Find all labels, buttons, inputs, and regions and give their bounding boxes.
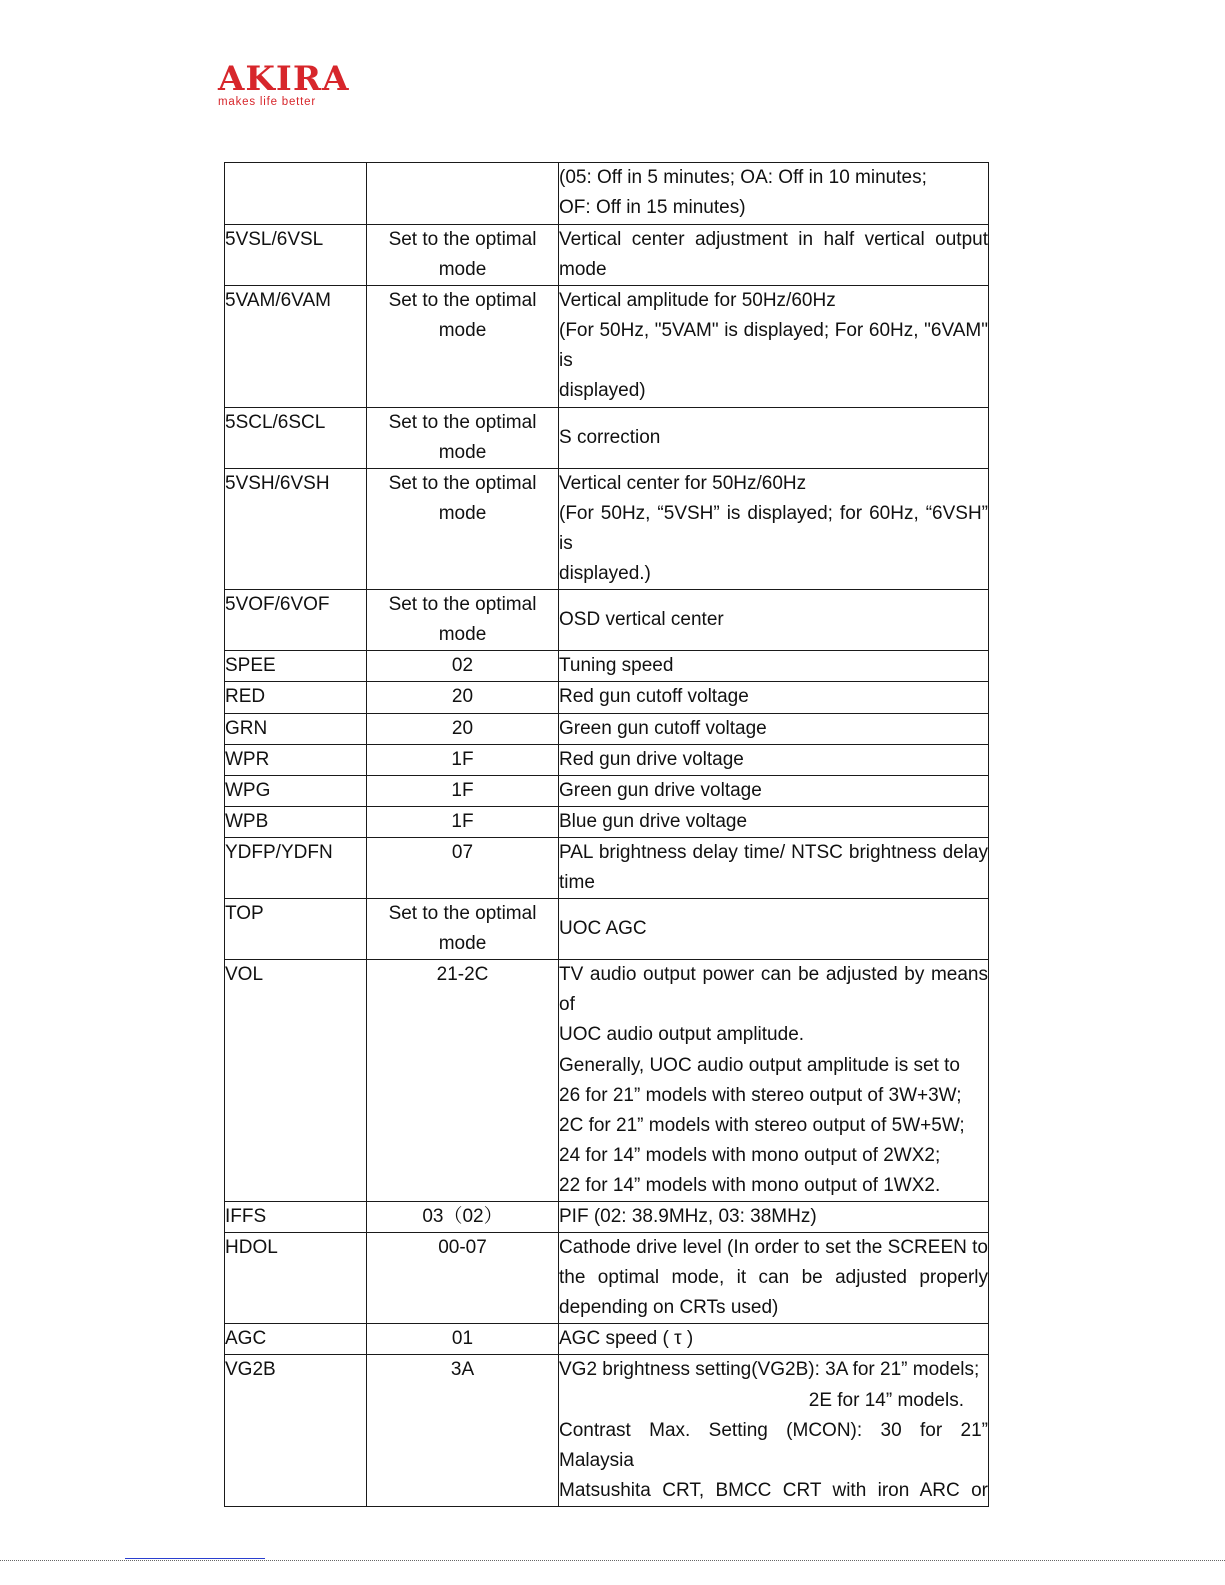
param-value: Set to the optimal mode [367,225,559,286]
param-value: Set to the optimal mode [367,899,559,960]
param-value: 3A [367,1355,559,1506]
logo-tagline: makes life better [218,96,316,108]
table-row [225,960,989,1202]
param-description: UOC AGC [559,899,989,960]
param-value: 20 [367,713,559,744]
table-row [225,651,989,682]
param-description: AGC speed ( τ ) [559,1324,989,1355]
logo-name: AKIRA [218,59,350,99]
param-name: TOP [225,899,367,960]
param-description: Vertical center adjustment in half vertical output mode [559,225,989,286]
param-description: Green gun cutoff voltage [559,713,989,744]
param-value: 03（02） [367,1202,559,1233]
table-row [225,806,989,837]
param-description: TV audio output power can be adjusted by means of UOC audio output amplitude. Generally, UOC audio output amplitude is set to 26 for 21” models with stereo output of 3W+3W; 2C for 21” models with stereo output of 5W+5W; 24 for 14” models with mono output of 2WX2; 22 for 14” models with mono output of 1WX2. [559,960,989,1202]
table-row [225,407,989,468]
param-description: Vertical amplitude for 50Hz/60Hz (For 50Hz, "5VAM" is displayed; For 60Hz, "6VAM" is displayed) [559,286,989,407]
param-name: 5VSL/6VSL [225,225,367,286]
param-name: VG2B [225,1355,367,1506]
param-description: Red gun drive voltage [559,744,989,775]
table-row [225,286,989,407]
param-value: 1F [367,744,559,775]
param-name: WPR [225,744,367,775]
param-value: 07 [367,837,559,898]
param-value: 1F [367,806,559,837]
param-name: SPEE [225,651,367,682]
table-row [225,225,989,286]
table-row [225,775,989,806]
footer-link-underline [125,1558,265,1559]
param-value: Set to the optimal mode [367,468,559,589]
table-row [225,744,989,775]
param-name: 5VOF/6VOF [225,590,367,651]
param-description: Cathode drive level (In order to set the SCREEN to the optimal mode, it can be adjusted properly depending on CRTs used) [559,1233,989,1324]
param-name: AGC [225,1324,367,1355]
table-row [225,1324,989,1355]
param-description: OSD vertical center [559,590,989,651]
param-name: WPB [225,806,367,837]
param-description: (05: Off in 5 minutes; OA: Off in 10 minutes; OF: Off in 15 minutes) [559,163,989,225]
param-description: Red gun cutoff voltage [559,682,989,713]
footer-dotted-rule [0,1560,1225,1561]
table-row [225,163,989,225]
param-description: Vertical center for 50Hz/60Hz (For 50Hz, “5VSH” is displayed; for 60Hz, “6VSH” is displayed.) [559,468,989,589]
param-description: Blue gun drive voltage [559,806,989,837]
table-row [225,713,989,744]
param-value: 02 [367,651,559,682]
param-name: VOL [225,960,367,1202]
param-description: PAL brightness delay time/ NTSC brightness delay time [559,837,989,898]
table-row [225,899,989,960]
param-description: VG2 brightness setting(VG2B): 3A for 21” models; 2E for 14” models. Contrast Max. Setting (MCON): 30 for 21” Malaysia Matsushita CRT, BMCC CRT with iron ARC or [559,1355,989,1506]
param-value: Set to the optimal mode [367,590,559,651]
table-row [225,468,989,589]
param-value: 1F [367,775,559,806]
param-name: GRN [225,713,367,744]
table-row [225,1233,989,1324]
param-description: Tuning speed [559,651,989,682]
param-value: 20 [367,682,559,713]
param-value: Set to the optimal mode [367,407,559,468]
param-name: IFFS [225,1202,367,1233]
param-description: S correction [559,407,989,468]
param-name: YDFP/YDFN [225,837,367,898]
param-value: 00-07 [367,1233,559,1324]
param-description: PIF (02: 38.9MHz, 03: 38MHz) [559,1202,989,1233]
table-row [225,1355,989,1506]
table-row [225,837,989,898]
parameter-table [224,162,989,1507]
param-name: 5VAM/6VAM [225,286,367,407]
table-row [225,682,989,713]
param-value: 01 [367,1324,559,1355]
param-value: Set to the optimal mode [367,286,559,407]
table-row [225,1202,989,1233]
param-name: HDOL [225,1233,367,1324]
param-value: 21-2C [367,960,559,1202]
akira-logo [218,59,358,108]
param-value [367,163,559,225]
param-name: 5SCL/6SCL [225,407,367,468]
param-name: WPG [225,775,367,806]
param-name: 5VSH/6VSH [225,468,367,589]
param-description: Green gun drive voltage [559,775,989,806]
table-row [225,590,989,651]
param-name [225,163,367,225]
param-name: RED [225,682,367,713]
